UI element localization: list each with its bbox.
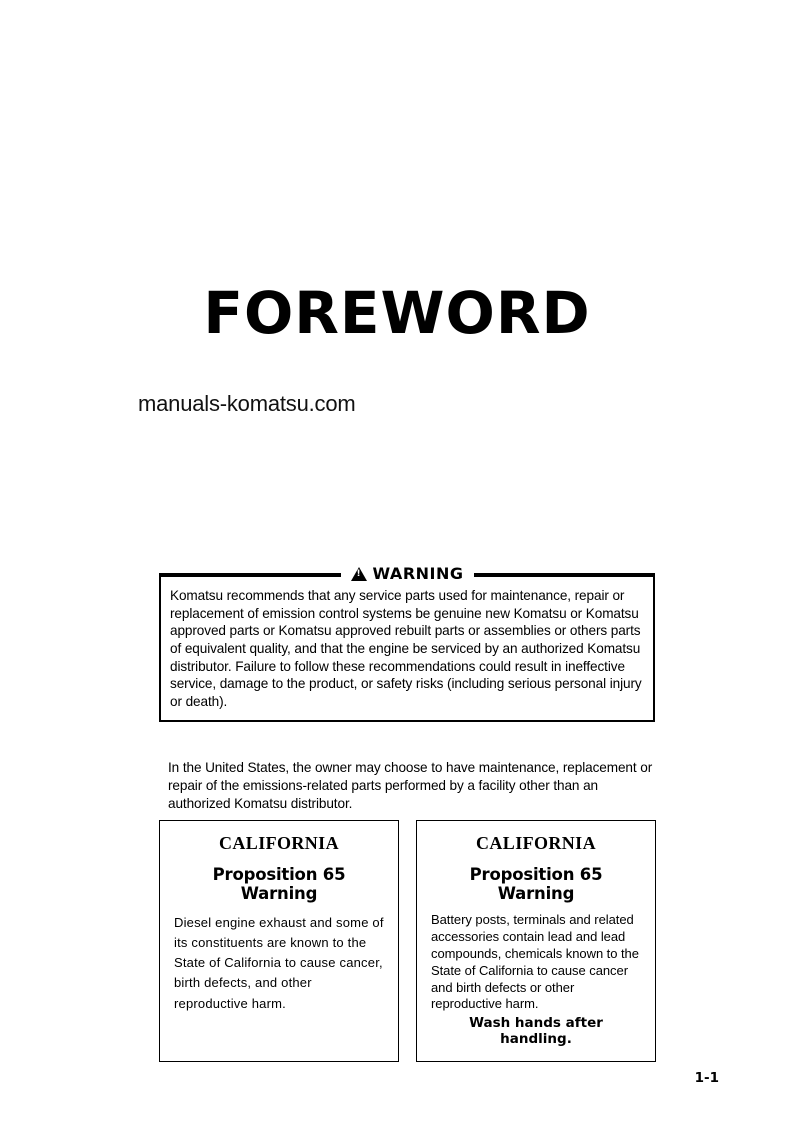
california-subtitle: Proposition 65 Warning <box>469 865 603 903</box>
california-subtitle: Proposition 65 Warning <box>212 865 346 903</box>
california-title: CALIFORNIA <box>218 833 339 853</box>
warning-body-text: Komatsu recommends that any service parts used for maintenance, repair or replacement of emission control systems be genuine new Komatsu or Komatsu approved parts or Komatsu approved rebuilt parts or assemblies or others parts of equivalent quality, and that the engine be serviced by an authorized Komatsu distributor. Failure to follow these recommendations could result in ineffective service, damage to the product, or safety risks (including serious personal injury or death). <box>170 588 642 710</box>
california-box-battery <box>416 820 656 1062</box>
california-title: CALIFORNIA <box>475 833 596 853</box>
site-url-text: manuals-komatsu.com <box>138 391 356 416</box>
california-emphasis-text: Wash hands after handling. <box>469 1015 603 1048</box>
page-number: 1-1 <box>694 1070 719 1086</box>
warning-label-text: WARNING <box>372 564 464 583</box>
page-title: FOREWORD <box>203 278 591 347</box>
us-maintenance-paragraph: In the United States, the owner may choose to have maintenance, replacement or repair of the emissions-related parts performed by a facility other than an authorized Komatsu distributor. <box>168 759 653 811</box>
california-warning-row <box>159 820 656 1062</box>
california-body-text: Diesel engine exhaust and some of its constituents are known to the State of California to cause cancer, birth defects, and other reproductive harm. <box>174 915 384 1011</box>
california-box-diesel <box>159 820 399 1062</box>
warning-box <box>159 575 655 722</box>
warning-block <box>159 564 655 722</box>
california-body-text: Battery posts, terminals and related accessories contain lead and lead compounds, chemicals known to the State of California to cause cancer and birth defects or other reproductive harm. <box>431 912 639 1012</box>
